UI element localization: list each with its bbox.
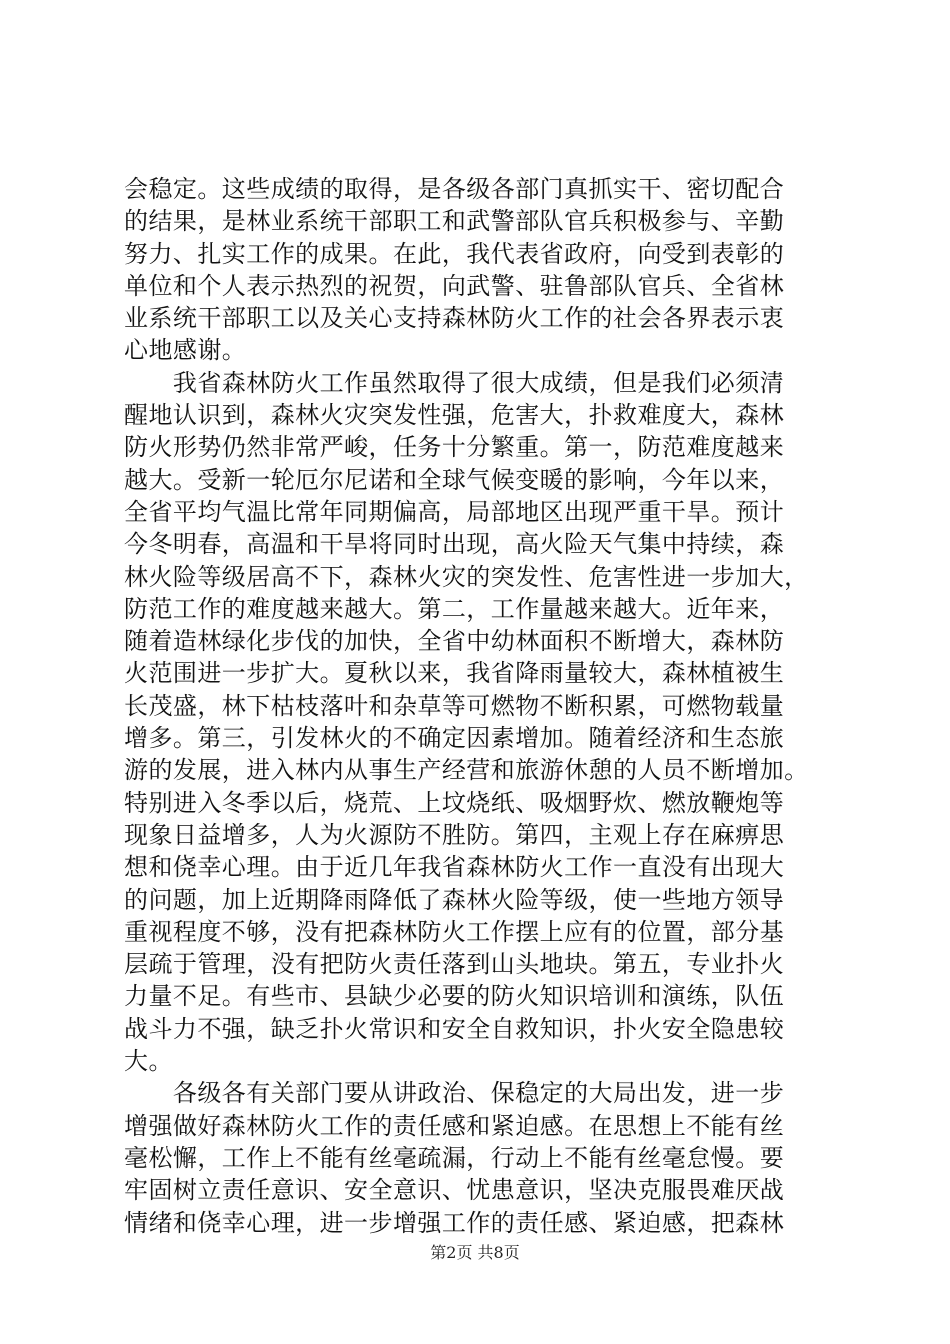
text-line: 增多。第三，引发林火的不确定因素增加。随着经济和生态旅 <box>124 724 785 753</box>
text-line: 防火形势仍然非常严峻，任务十分繁重。第一，防范难度越来 <box>124 433 785 462</box>
text-line: 我省森林防火工作虽然取得了很大成绩，但是我们必须清 <box>124 368 785 397</box>
text-line: 越大。受新一轮厄尔尼诺和全球气候变暖的影响，今年以来， <box>124 465 785 494</box>
text-line: 牢固树立责任意识、安全意识、忧患意识，坚决克服畏难厌战 <box>124 1176 785 1205</box>
text-line: 单位和个人表示热烈的祝贺，向武警、驻鲁部队官兵、全省林 <box>124 271 785 300</box>
text-line: 会稳定。这些成绩的取得，是各级各部门真抓实干、密切配合 <box>124 175 785 203</box>
text-line: 特别进入冬季以后，烧荒、上坟烧纸、吸烟野炊、燃放鞭炮等 <box>124 788 785 817</box>
text-line: 火范围进一步扩大。夏秋以来，我省降雨量较大，森林植被生 <box>124 659 785 688</box>
text-line: 增强做好森林防火工作的责任感和紧迫感。在思想上不能有丝 <box>124 1111 785 1140</box>
text-line: 随着造林绿化步伐的加快，全省中幼林面积不断增大，森林防 <box>124 627 785 656</box>
text-line: 防范工作的难度越来越大。第二，工作量越来越大。近年来， <box>124 594 785 623</box>
text-line: 醒地认识到，森林火灾突发性强，危害大，扑救难度大，森林 <box>124 401 785 430</box>
text-line: 层疏于管理，没有把防火责任落到山头地块。第五，专业扑火 <box>124 950 785 979</box>
text-line: 努力、扎实工作的成果。在此，我代表省政府，向受到表彰的 <box>124 239 785 268</box>
body-text <box>124 173 844 1239</box>
text-line: 毫松懈，工作上不能有丝毫疏漏，行动上不能有丝毫怠慢。要 <box>124 1143 785 1172</box>
text-line: 心地感谢。 <box>124 336 247 365</box>
text-line: 情绪和侥幸心理，进一步增强工作的责任感、紧迫感，把森林 <box>124 1208 785 1237</box>
text-line: 全省平均气温比常年同期偏高，局部地区出现严重干旱。预计 <box>124 497 785 526</box>
text-line: 战斗力不强，缺乏扑火常识和安全自救知识，扑火安全隐患较 <box>124 1014 785 1043</box>
text-line: 的问题，加上近期降雨降低了森林火险等级，使一些地方领导 <box>124 885 785 914</box>
text-line: 想和侥幸心理。由于近几年我省森林防火工作一直没有出现大 <box>124 853 785 882</box>
text-line: 现象日益增多，人为火源防不胜防。第四，主观上存在麻痹思 <box>124 820 785 849</box>
page-number-footer: 第2页 共8页 <box>430 1243 520 1262</box>
text-line: 今冬明春，高温和干旱将同时出现，高火险天气集中持续，森 <box>124 530 785 559</box>
text-line: 长茂盛，林下枯枝落叶和杂草等可燃物不断积累，可燃物载量 <box>124 691 785 720</box>
text-line: 各级各有关部门要从讲政治、保稳定的大局出发，进一步 <box>124 1079 785 1108</box>
text-line: 游的发展，进入林内从事生产经营和旅游休憩的人员不断增加。 <box>124 756 809 785</box>
text-line: 大。 <box>124 1047 173 1076</box>
text-line: 的结果，是林业系统干部职工和武警部队官兵积极参与、辛勤 <box>124 207 785 236</box>
text-line: 林火险等级居高不下，森林火灾的突发性、危害性进一步加大， <box>124 562 809 591</box>
text-line: 力量不足。有些市、县缺少必要的防火知识培训和演练，队伍 <box>124 982 785 1011</box>
text-line: 业系统干部职工以及关心支持森林防火工作的社会各界表示衷 <box>124 304 785 333</box>
text-line: 重视程度不够，没有把森林防火工作摆上应有的位置，部分基 <box>124 917 785 946</box>
